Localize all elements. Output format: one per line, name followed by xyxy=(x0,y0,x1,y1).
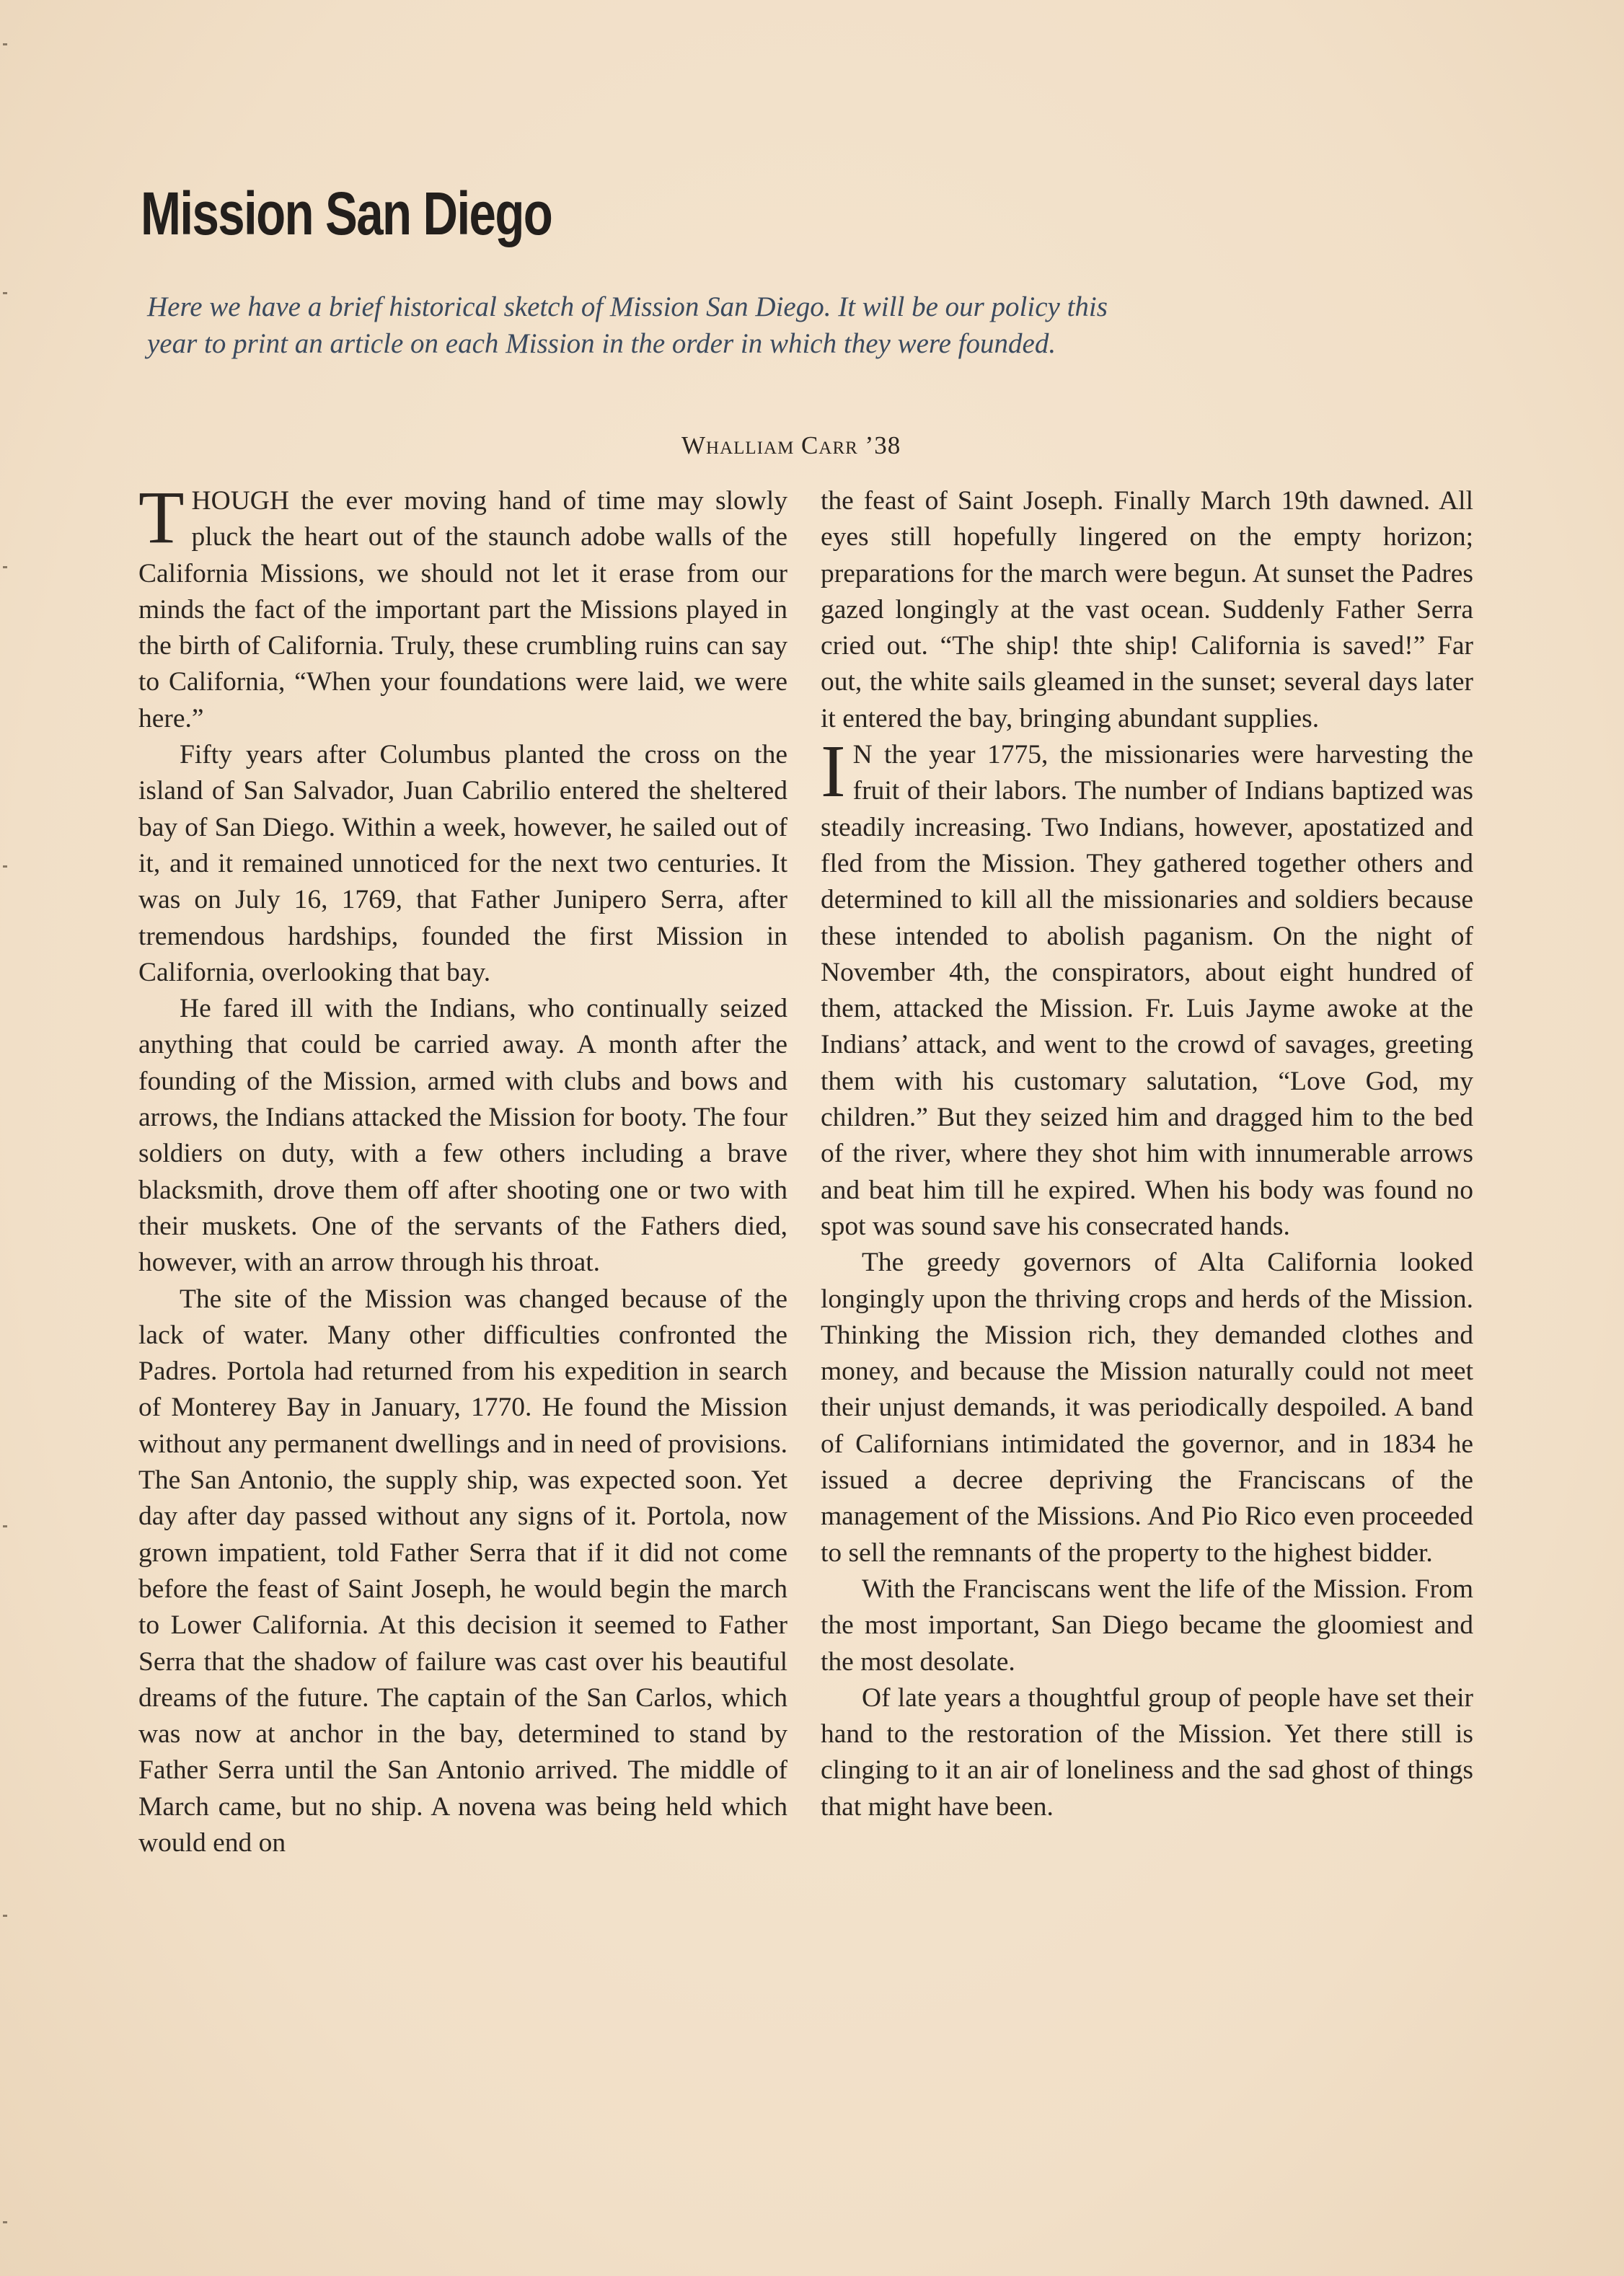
right-column xyxy=(821,483,1473,1825)
paragraph xyxy=(138,476,787,737)
drop-cap: T xyxy=(138,476,185,559)
binding-mark xyxy=(3,43,7,45)
paragraph: With the Franciscans went the life of the Mission. From the most important, San Diego became the gloomiest and the most desolate. xyxy=(821,1574,1473,1677)
class-year: ’38 xyxy=(865,431,901,459)
paragraph: Fifty years after Columbus planted the cross on the island of San Salvador, Juan Cabrilio entered the sheltered bay of San Diego. Within a week, however, he sailed out of it, and it remained unnoticed for the next two centuries. It was on July 16, 1769, that Father Junipero Serra, after tremendous hardships, founded the first Mission in California, overlooking that bay. xyxy=(138,740,787,987)
drop-cap: I xyxy=(821,730,846,813)
paragraph: Of late years a thoughtful group of people have set their hand to the restoration of the Mission. Yet there still is clinging to it an air of loneliness and the sad ghost of things that might have been. xyxy=(821,1682,1473,1822)
binding-mark xyxy=(3,566,7,568)
paragraph xyxy=(821,730,1473,1245)
article-title: Mission San Diego xyxy=(141,180,552,247)
paragraph-text: N the year 1775, the missionaries were harvesting the fruit of their labors. The number of Indians baptized was steadily increasing. Two Indians, however, apostatized and fled from the Mission. They gathered together others and determined to kill all the missionaries and soldiers because these intended to abolish paganism. On the night of November 4th, the conspirators, about eight hundred of them, attacked the Mission. Fr. Luis Jayme awoke at the Indians’ attack, and went to the crowd of savages, greeting them with his customary salutation, “Love God, my children.” But they seized him and dragged him to the bed of the river, where they shot him with innumerable arrows and beat him till he expired. When his body was found no spot was sound save his consecrated hands. xyxy=(821,740,1473,1241)
author-byline xyxy=(681,431,901,460)
left-column xyxy=(138,476,787,1861)
binding-mark xyxy=(3,865,7,868)
paragraph: the feast of Saint Joseph. Finally March 19th dawned. All eyes still hopefully lingered on the empty horizon; preparations for the march were begun. At sunset the Padres gazed longingly at the vast ocean. Suddenly Father Serra cried out. “The ship! thte ship! California is saved!” Far out, the white sails gleamed in the sunset; several days later it entered the bay, bringing abundant supplies. xyxy=(821,486,1473,733)
paragraph: The site of the Mission was changed because of the lack of water. Many other difficulties confronted the Padres. Portola had returned from his expedition in search of Monterey Bay in January, 1770. He found the Mission without any permanent dwellings and in need of provisions. The San Antonio, the supply ship, was expected soon. Yet day after day passed without any signs of it. Portola, now grown impatient, told Father Serra that if it did not come before the feast of Saint Joseph, he would begin the march to Lower California. At this decision it seemed to Father Serra that the shadow of failure was cast over his beautiful dreams of the future. The captain of the San Carlos, which was now at anchor in the bay, determined to stand by Father Serra until the San Antonio arrived. The middle of March came, but no ship. A novena was being held which would end on xyxy=(138,1284,787,1858)
paragraph-text: HOUGH the ever moving hand of time may slowly pluck the heart out of the staunch adobe walls of the California Missions, we should not let it erase from our minds the fact of the important part the Missions played in the birth of California. Truly, these crumbling ruins can say to California, “When your foundations were laid, we were here.” xyxy=(138,486,787,733)
paragraph: He fared ill with the Indians, who continually seized anything that could be carried away. A month after the founding of the Mission, armed with clubs and bows and arrows, the Indians attacked the Mission for booty. The four soldiers on duty, with a few others including a brave blacksmith, drove them off after shooting one or two with their muskets. One of the servants of the Fathers died, however, with an arrow through his throat. xyxy=(138,994,787,1278)
paragraph: The greedy governors of Alta California looked longingly upon the thriving crops and herds of the Mission. Thinking the Mission rich, they demanded clothes and money, and because the Mission naturally could not meet their unjust demands, it was periodically despoiled. A band of Californians intimidated the governor, and in 1834 he issued a decree depriving the Franciscans of the management of the Missions. And Pio Rico even proceeded to sell the remnants of the property to the highest bidder. xyxy=(821,1248,1473,1568)
binding-mark xyxy=(3,292,7,294)
author-name: Whalliam Carr xyxy=(681,431,858,459)
binding-mark xyxy=(3,2221,7,2223)
binding-mark xyxy=(3,1525,7,1527)
article-intro: Here we have a brief historical sketch of Mission San Diego. It will be our policy this year to print an article on each Mission in the order in which they were founded. xyxy=(147,291,1108,359)
binding-mark xyxy=(3,1915,7,1917)
